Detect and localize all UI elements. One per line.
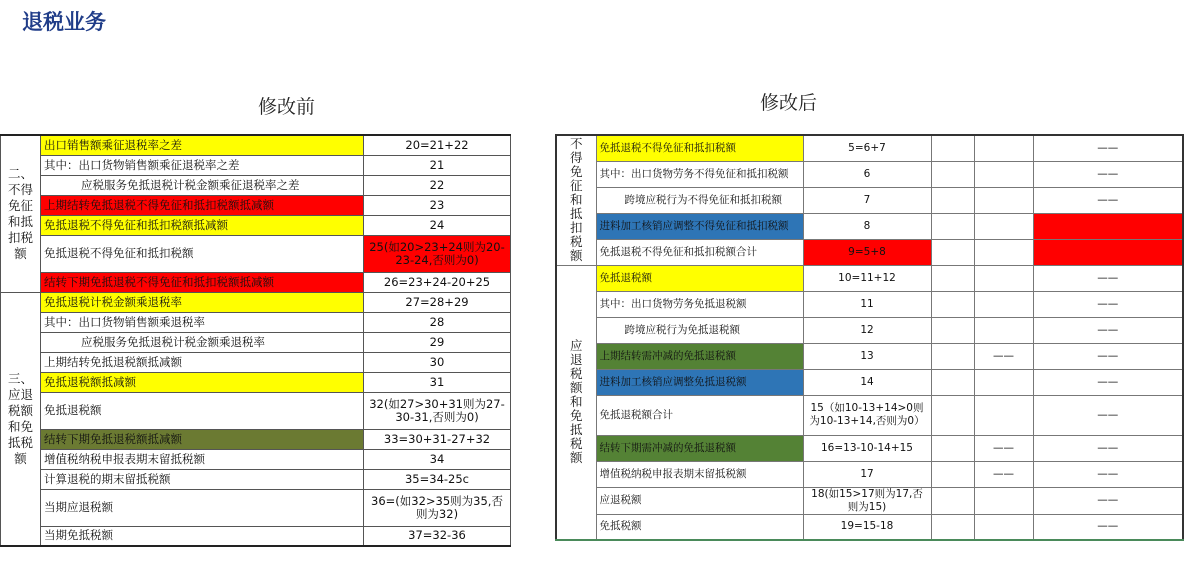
empty-cell bbox=[931, 343, 974, 369]
row-value: 28 bbox=[364, 312, 511, 332]
table-row bbox=[1, 312, 511, 332]
empty-cell bbox=[931, 265, 974, 291]
row-value: 9=5+8 bbox=[803, 239, 931, 265]
table-row bbox=[556, 135, 1183, 161]
row-value: 34 bbox=[364, 449, 511, 469]
row-value: 22 bbox=[364, 175, 511, 195]
table-row bbox=[556, 161, 1183, 187]
row-value: 5=6+7 bbox=[803, 135, 931, 161]
table-row bbox=[556, 291, 1183, 317]
col5-cell: —— bbox=[1033, 461, 1183, 487]
col5-cell bbox=[1033, 239, 1183, 265]
empty-cell bbox=[931, 395, 974, 435]
after-heading: 修改后 bbox=[760, 92, 818, 114]
col4-cell bbox=[974, 291, 1033, 317]
col5-cell: —— bbox=[1033, 317, 1183, 343]
after-table bbox=[555, 134, 1184, 541]
col5-cell bbox=[1033, 213, 1183, 239]
col4-cell bbox=[974, 135, 1033, 161]
row-value: 10=11+12 bbox=[803, 265, 931, 291]
row-value: 15（如10-13+14>0则为10-13+14,否则为0） bbox=[803, 395, 931, 435]
section-label: 应 退 税 额 和 免 抵 税 额 bbox=[556, 265, 596, 540]
col4-cell: —— bbox=[974, 435, 1033, 461]
table-row bbox=[1, 449, 511, 469]
row-label: 上期结转免抵退税不得免征和抵扣税额抵减额 bbox=[41, 195, 364, 215]
row-value: 17 bbox=[803, 461, 931, 487]
row-label: 其中：出口货物劳务不得免征和抵扣税额 bbox=[596, 161, 803, 187]
row-label: 结转下期免抵退税额抵减额 bbox=[41, 429, 364, 449]
col4-cell bbox=[974, 161, 1033, 187]
row-value: 37=32-36 bbox=[364, 526, 511, 546]
row-label: 其中：出口货物劳务免抵退税额 bbox=[596, 291, 803, 317]
row-label: 当期免抵税额 bbox=[41, 526, 364, 546]
row-label: 应税服务免抵退税计税金额乘退税率 bbox=[41, 332, 364, 352]
row-label: 免抵退税计税金额乘退税率 bbox=[41, 292, 364, 312]
row-label: 上期结转免抵退税额抵减额 bbox=[41, 352, 364, 372]
table-row bbox=[1, 429, 511, 449]
row-value: 35=34-25c bbox=[364, 469, 511, 489]
row-label: 跨境应税行为不得免征和抵扣税额 bbox=[596, 187, 803, 213]
row-label: 结转下期免抵退税不得免征和抵扣税额抵减额 bbox=[41, 272, 364, 292]
page-title: 退税业务 bbox=[22, 10, 106, 34]
row-value: 8 bbox=[803, 213, 931, 239]
col5-cell: —— bbox=[1033, 291, 1183, 317]
col4-cell: —— bbox=[974, 343, 1033, 369]
row-value: 11 bbox=[803, 291, 931, 317]
table-row bbox=[556, 343, 1183, 369]
table-row bbox=[1, 235, 511, 272]
table-row bbox=[556, 369, 1183, 395]
row-label: 其中：出口货物销售额乘退税率 bbox=[41, 312, 364, 332]
row-label: 增值税纳税申报表期末留抵税额 bbox=[41, 449, 364, 469]
empty-cell bbox=[931, 213, 974, 239]
before-heading: 修改前 bbox=[258, 96, 316, 118]
table-row bbox=[1, 195, 511, 215]
col5-cell: —— bbox=[1033, 161, 1183, 187]
table-row bbox=[1, 135, 511, 155]
row-label: 免抵退税不得免征和抵扣税额合计 bbox=[596, 239, 803, 265]
table-row bbox=[1, 215, 511, 235]
row-label: 结转下期需冲减的免抵退税额 bbox=[596, 435, 803, 461]
row-value: 16=13-10-14+15 bbox=[803, 435, 931, 461]
row-value: 12 bbox=[803, 317, 931, 343]
row-value: 33=30+31-27+32 bbox=[364, 429, 511, 449]
col5-cell: —— bbox=[1033, 343, 1183, 369]
col4-cell bbox=[974, 369, 1033, 395]
table-row bbox=[1, 332, 511, 352]
table-row bbox=[556, 461, 1183, 487]
table-row bbox=[556, 265, 1183, 291]
row-label: 跨境应税行为免抵退税额 bbox=[596, 317, 803, 343]
row-label: 进料加工核销应调整不得免征和抵扣税额 bbox=[596, 213, 803, 239]
row-label: 免抵退税不得免征和抵扣税额抵减额 bbox=[41, 215, 364, 235]
empty-cell bbox=[931, 487, 974, 514]
row-value: 6 bbox=[803, 161, 931, 187]
empty-cell bbox=[931, 317, 974, 343]
row-label: 上期结转需冲减的免抵退税额 bbox=[596, 343, 803, 369]
table-row bbox=[556, 514, 1183, 540]
row-value: 23 bbox=[364, 195, 511, 215]
empty-cell bbox=[931, 135, 974, 161]
row-label: 其中：出口货物销售额乘征退税率之差 bbox=[41, 155, 364, 175]
row-label: 免抵退税额合计 bbox=[596, 395, 803, 435]
table-row bbox=[1, 372, 511, 392]
row-value: 32(如27>30+31则为27-30-31,否则为0) bbox=[364, 392, 511, 429]
table-row bbox=[556, 435, 1183, 461]
col5-cell: —— bbox=[1033, 265, 1183, 291]
empty-cell bbox=[931, 461, 974, 487]
row-value: 24 bbox=[364, 215, 511, 235]
table-row bbox=[556, 395, 1183, 435]
row-value: 7 bbox=[803, 187, 931, 213]
col5-cell: —— bbox=[1033, 187, 1183, 213]
row-value: 26=23+24-20+25 bbox=[364, 272, 511, 292]
row-label: 免抵退税不得免征和抵扣税额 bbox=[41, 235, 364, 272]
table-row bbox=[556, 187, 1183, 213]
col4-cell bbox=[974, 395, 1033, 435]
row-label: 出口销售额乘征退税率之差 bbox=[41, 135, 364, 155]
col4-cell bbox=[974, 187, 1033, 213]
row-value: 36=(如32>35则为35,否则为32) bbox=[364, 489, 511, 526]
row-value: 25(如20>23+24则为20-23-24,否则为0) bbox=[364, 235, 511, 272]
row-label: 计算退税的期末留抵税额 bbox=[41, 469, 364, 489]
row-label: 免抵退税额 bbox=[596, 265, 803, 291]
empty-cell bbox=[931, 435, 974, 461]
table-row bbox=[1, 272, 511, 292]
col4-cell bbox=[974, 514, 1033, 540]
row-value: 21 bbox=[364, 155, 511, 175]
col4-cell bbox=[974, 317, 1033, 343]
row-value: 27=28+29 bbox=[364, 292, 511, 312]
col5-cell: —— bbox=[1033, 395, 1183, 435]
table-row bbox=[556, 239, 1183, 265]
table-row bbox=[1, 469, 511, 489]
table-row bbox=[556, 317, 1183, 343]
col5-cell: —— bbox=[1033, 487, 1183, 514]
row-label: 增值税纳税申报表期末留抵税额 bbox=[596, 461, 803, 487]
before-table bbox=[0, 134, 511, 547]
row-value: 13 bbox=[803, 343, 931, 369]
section-label: 二、 不得 免征 和抵 扣税 额 bbox=[1, 135, 41, 292]
row-label: 免抵退税额 bbox=[41, 392, 364, 429]
table-row bbox=[1, 489, 511, 526]
section-label: 三、 应退 税额 和免 抵税 额 bbox=[1, 292, 41, 546]
col5-cell: —— bbox=[1033, 369, 1183, 395]
row-value: 20=21+22 bbox=[364, 135, 511, 155]
table-row bbox=[1, 352, 511, 372]
row-label: 免抵退税不得免征和抵扣税额 bbox=[596, 135, 803, 161]
empty-cell bbox=[931, 239, 974, 265]
row-label: 免抵税额 bbox=[596, 514, 803, 540]
row-label: 进料加工核销应调整免抵退税额 bbox=[596, 369, 803, 395]
table-row bbox=[1, 392, 511, 429]
empty-cell bbox=[931, 161, 974, 187]
row-label: 应税服务免抵退税计税金额乘征退税率之差 bbox=[41, 175, 364, 195]
row-value: 18(如15>17则为17,否则为15) bbox=[803, 487, 931, 514]
row-value: 30 bbox=[364, 352, 511, 372]
row-label: 免抵退税额抵减额 bbox=[41, 372, 364, 392]
row-value: 31 bbox=[364, 372, 511, 392]
col5-cell: —— bbox=[1033, 514, 1183, 540]
section-label: 不 得 免 征 和 抵 扣 税 额 bbox=[556, 135, 596, 265]
col4-cell bbox=[974, 487, 1033, 514]
col4-cell bbox=[974, 265, 1033, 291]
col4-cell bbox=[974, 239, 1033, 265]
col5-cell: —— bbox=[1033, 435, 1183, 461]
col4-cell bbox=[974, 213, 1033, 239]
empty-cell bbox=[931, 291, 974, 317]
table-row bbox=[1, 175, 511, 195]
row-label: 当期应退税额 bbox=[41, 489, 364, 526]
table-row bbox=[556, 487, 1183, 514]
col5-cell: —— bbox=[1033, 135, 1183, 161]
empty-cell bbox=[931, 369, 974, 395]
row-value: 19=15-18 bbox=[803, 514, 931, 540]
table-row bbox=[1, 155, 511, 175]
table-row bbox=[556, 213, 1183, 239]
empty-cell bbox=[931, 514, 974, 540]
table-row bbox=[1, 526, 511, 546]
row-value: 29 bbox=[364, 332, 511, 352]
row-value: 14 bbox=[803, 369, 931, 395]
table-row bbox=[1, 292, 511, 312]
row-label: 应退税额 bbox=[596, 487, 803, 514]
col4-cell: —— bbox=[974, 461, 1033, 487]
empty-cell bbox=[931, 187, 974, 213]
